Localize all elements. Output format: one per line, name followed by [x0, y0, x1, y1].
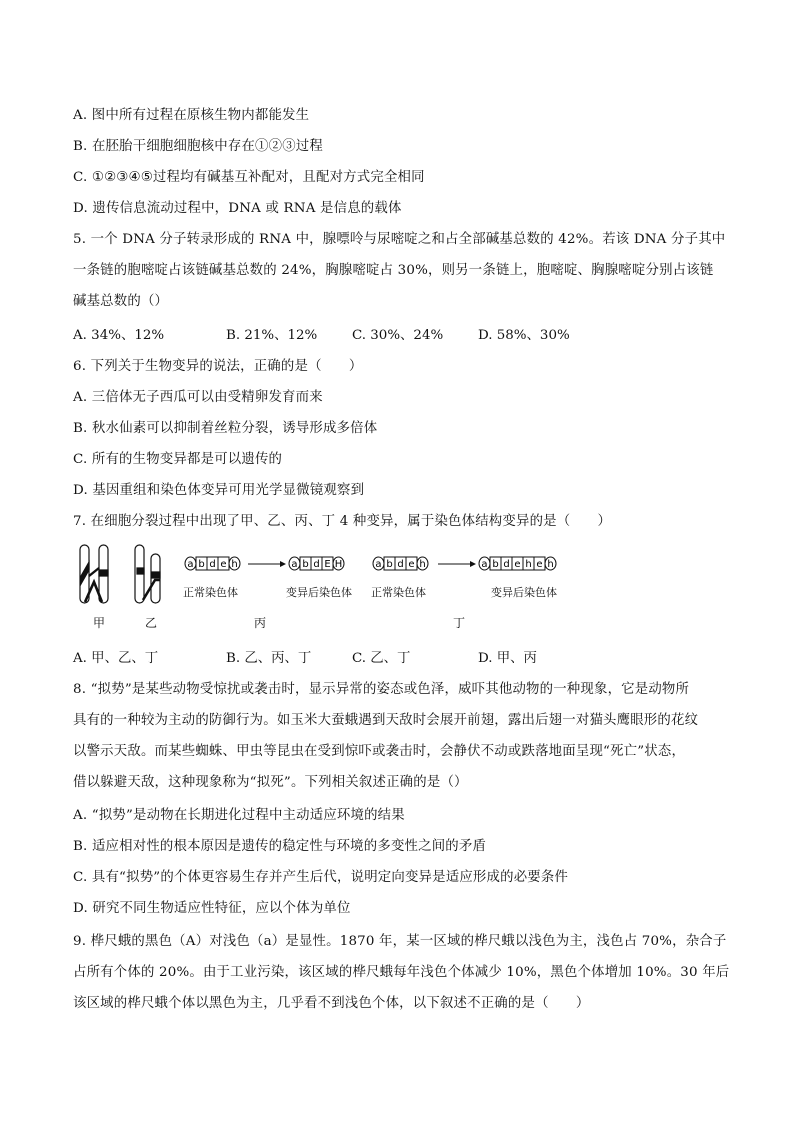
bing-mutant-gene-label: b — [302, 559, 309, 570]
q9-stem-line-2: 占所有个体的 20%。由于工业污染，该区域的桦尺蛾每年浅色个体减少 10%，黑色个体增加 10%。30 年后 — [73, 965, 730, 980]
q5-options — [73, 324, 733, 344]
ding-arrow — [438, 561, 476, 567]
bing-normal-chromosome — [185, 557, 240, 570]
q8-stem-line-3: 以警示天敌。而某些蜘蛛、甲虫等昆虫在受到惊吓或袭击时，会静伏不动或跌落地面呈现“死亡”状态， — [73, 744, 686, 759]
bing-normal-gene-label: a — [187, 559, 194, 570]
ding-normal-gene-label: b — [386, 559, 393, 570]
q4-option-d: D. 遗传信息流动过程中，DNA 或 RNA 是信息的载体 — [73, 201, 402, 216]
q5-stem-line-2: 一条链的胞嘧啶占该链碱基总数的 24%，胸腺嘧啶占 30%，则另一条链上，胞嘧啶、胸腺嘧啶分别占该链 — [73, 263, 714, 278]
ding-normal-chromosome — [373, 557, 428, 570]
bing-mutant-gene-label: d — [313, 559, 320, 570]
yi-chromosomes — [135, 545, 160, 603]
bing-normal-gene-label: d — [209, 559, 216, 570]
q7-option-c: C. 乙、丁 — [352, 651, 411, 666]
q8-stem-line-1: 8. “拟势”是某些动物受惊扰或袭击时，显示异常的姿态或色泽，威吓其他动物的一种现象，它是动物所 — [73, 682, 690, 697]
ding-normal-gene-label: e — [408, 559, 415, 570]
q4-option-c: C. ①②③④⑤过程均有碱基互补配对，且配对方式完全相同 — [73, 170, 425, 185]
ding-mutant-gene-label: d — [503, 559, 510, 570]
label-bing: 丙 — [254, 616, 267, 630]
q6-option-d: D. 基因重组和染色体变异可用光学显微镜观察到 — [73, 483, 365, 498]
bing-normal-label: 正常染色体 — [183, 586, 238, 599]
bing-mutant-gene-label: a — [291, 559, 298, 570]
ding-normal-gene-label: h — [419, 559, 426, 570]
bing-normal-gene-label: h — [231, 559, 238, 570]
q7-option-d: D. 甲、丙 — [478, 651, 537, 666]
q5-option-a: A. 34%、12% — [73, 328, 165, 343]
label-ding: 丁 — [453, 616, 466, 630]
ding-mutant-gene-label: h — [525, 559, 532, 570]
q4-option-a: A. 图中所有过程在原核生物内都能发生 — [73, 108, 310, 123]
ding-mutant-gene-label: e — [514, 559, 521, 570]
bing-normal-gene-label: e — [220, 559, 227, 570]
ding-mutant-gene-label: b — [492, 559, 499, 570]
ding-mutant-gene-label: e — [536, 559, 543, 570]
q5-stem-line-3: 碱基总数的（） — [73, 294, 169, 309]
bing-mutant-gene-label: E — [324, 559, 331, 570]
q5-option-c: C. 30%、24% — [352, 328, 444, 343]
q8-option-c: C. 具有“拟势”的个体更容易生存并产生后代，说明定向变异是适应形成的必要条件 — [73, 870, 569, 885]
q4-option-b: B. 在胚胎干细胞细胞核中存在①②③过程 — [73, 139, 323, 154]
q8-option-d: D. 研究不同生物适应性特征，应以个体为单位 — [73, 901, 351, 916]
label-jia: 甲 — [93, 616, 106, 630]
q5-option-d: D. 58%、30% — [478, 328, 570, 343]
q6-option-b: B. 秋水仙素可以抑制着丝粒分裂，诱导形成多倍体 — [73, 421, 378, 436]
q7-option-a: A. 甲、乙、丁 — [73, 651, 159, 666]
ding-normal-gene-label: d — [397, 559, 404, 570]
q5-option-b: B. 21%、12% — [226, 328, 318, 343]
ding-normal-gene-label: a — [375, 559, 382, 570]
ding-mutant-label: 变异后染色体 — [491, 586, 557, 599]
q7-options — [73, 647, 733, 667]
ding-mutant-gene-label: a — [481, 559, 488, 570]
label-yi: 乙 — [145, 616, 158, 630]
bing-mutant-gene-label: H — [334, 559, 343, 570]
q7-option-b: B. 乙、丙、丁 — [226, 651, 312, 666]
q5-stem-line-1: 5. 一个 DNA 分子转录形成的 RNA 中，腺嘌呤与尿嘧啶之和占全部碱基总数的 42%。若该 DNA 分子其中 — [73, 232, 726, 247]
ding-mutant-chromosome — [479, 557, 556, 570]
ding-mutant-gene-label: h — [547, 559, 554, 570]
q8-option-b: B. 适应相对性的根本原因是遗传的稳定性与环境的多变性之间的矛盾 — [73, 839, 487, 854]
bing-arrow — [248, 561, 286, 567]
chromosome-variation-figure — [73, 540, 733, 632]
q9-stem-line-3: 该区域的桦尺蛾个体以黑色为主，几乎看不到浅色个体，以下叙述不正确的是（ ） — [73, 996, 590, 1011]
q8-stem-line-2: 具有的一种较为主动的防御行为。如玉米大蚕蛾遇到天敌时会展开前翅，露出后翅一对猫头鹰眼形的花纹 — [73, 713, 699, 728]
q6-option-c: C. 所有的生物变异都是可以遗传的 — [73, 452, 283, 467]
q8-stem-line-4: 借以躲避天敌，这种现象称为“拟死”。下列相关叙述正确的是（） — [73, 775, 468, 790]
ding-normal-label: 正常染色体 — [371, 586, 426, 599]
q7-stem: 7. 在细胞分裂过程中出现了甲、乙、丙、丁 4 种变异，属于染色体结构变异的是（ ） — [73, 514, 612, 529]
bing-normal-gene-label: b — [198, 559, 205, 570]
jia-chromosomes — [80, 545, 108, 603]
q6-stem: 6. 下列关于生物变异的说法，正确的是（ ） — [73, 359, 363, 374]
q6-option-a: A. 三倍体无子西瓜可以由受精卵发育而来 — [73, 390, 323, 405]
bing-mutant-chromosome — [289, 557, 344, 570]
bing-mutant-label: 变异后染色体 — [286, 586, 352, 599]
q8-option-a: A. “拟势”是动物在长期进化过程中主动适应环境的结果 — [73, 808, 405, 823]
q9-stem-line-1: 9. 桦尺蛾的黑色（A）对浅色（a）是显性。1870 年，某一区域的桦尺蛾以浅色为主，浅色占 70%，杂合子 — [73, 934, 727, 949]
